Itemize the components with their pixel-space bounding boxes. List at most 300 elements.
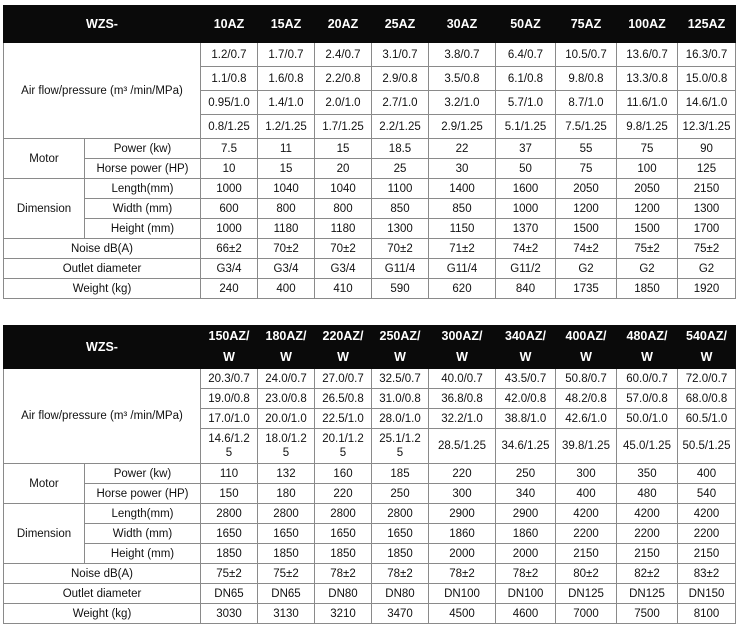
air-flow-value: 2.2/0.8 (315, 67, 372, 91)
outlet-diameter-value: G3/4 (201, 259, 258, 279)
horse-power-value: 75 (556, 159, 617, 179)
length-row (4, 179, 736, 199)
air-flow-value: 2.7/1.0 (372, 91, 429, 115)
air-flow-value: 39.8/1.25 (556, 429, 617, 464)
horse-power-row (4, 159, 736, 179)
horse-power-value: 125 (678, 159, 736, 179)
model-series-label: WZS- (4, 6, 201, 43)
width-value: 1650 (258, 524, 315, 544)
length-value: 1400 (429, 179, 496, 199)
height-value: 1500 (556, 219, 617, 239)
length-value: 1600 (496, 179, 556, 199)
outlet-diameter-label: Outlet diameter (4, 259, 201, 279)
power-value: 110 (201, 464, 258, 484)
height-value: 2150 (617, 544, 678, 564)
air-flow-value: 68.0/0.8 (678, 389, 736, 409)
air-flow-value: 19.0/0.8 (201, 389, 258, 409)
weight-row (4, 279, 736, 299)
height-value: 2000 (496, 544, 556, 564)
height-row (4, 219, 736, 239)
length-row (4, 504, 736, 524)
width-value: 1860 (429, 524, 496, 544)
power-value: 11 (258, 139, 315, 159)
cell-line: 18.0/1.2 (265, 433, 307, 445)
power-value: 132 (258, 464, 315, 484)
air-flow-value: 36.8/0.8 (429, 389, 496, 409)
air-flow-value: 8.7/1.0 (556, 91, 617, 115)
air-flow-value: 5.7/1.0 (496, 91, 556, 115)
air-flow-value: 2.4/0.7 (315, 43, 372, 67)
cell-line: W (223, 350, 235, 364)
model-column-header: 25AZ (372, 6, 429, 43)
horse-power-row (4, 484, 736, 504)
air-flow-value: 5.1/1.25 (496, 115, 556, 139)
cell-line: 5 (225, 447, 233, 459)
air-flow-value: 13.6/0.7 (617, 43, 678, 67)
air-flow-value: 9.8/1.25 (617, 115, 678, 139)
air-flow-value: 28.5/1.25 (429, 429, 496, 464)
air-flow-value: 1.7/0.7 (258, 43, 315, 67)
air-flow-value: 50.0/1.0 (617, 409, 678, 429)
outlet-diameter-value: DN100 (496, 584, 556, 604)
power-value: 18.5 (372, 139, 429, 159)
motor-label: Motor (4, 139, 85, 179)
length-value: 2800 (258, 504, 315, 524)
power-value: 15 (315, 139, 372, 159)
power-value: 7.5 (201, 139, 258, 159)
power-row (4, 464, 736, 484)
length-value: 2150 (678, 179, 736, 199)
air-flow-value: 72.0/0.7 (678, 369, 736, 389)
height-value: 1180 (315, 219, 372, 239)
cell-line: W (456, 350, 468, 364)
air-flow-value: 9.8/0.8 (556, 67, 617, 91)
air-flow-value: 22.5/1.0 (315, 409, 372, 429)
air-flow-row (4, 369, 736, 389)
height-value: 1370 (496, 219, 556, 239)
width-value: 1300 (678, 199, 736, 219)
cell-line: 220AZ/ (322, 329, 364, 343)
outlet-diameter-value: DN100 (429, 584, 496, 604)
air-flow-value: 27.0/0.7 (315, 369, 372, 389)
dimension-label: Dimension (4, 179, 85, 239)
noise-label: Noise dB(A) (4, 239, 201, 259)
height-value: 1850 (258, 544, 315, 564)
height-value: 1500 (617, 219, 678, 239)
width-value: 1650 (315, 524, 372, 544)
weight-value: 840 (496, 279, 556, 299)
weight-value: 1850 (617, 279, 678, 299)
width-row (4, 199, 736, 219)
height-value: 2150 (556, 544, 617, 564)
weight-value: 8100 (678, 604, 736, 624)
outlet-diameter-label: Outlet diameter (4, 584, 201, 604)
air-flow-value: 45.0/1.25 (617, 429, 678, 464)
air-flow-value: 50.8/0.7 (556, 369, 617, 389)
outlet-diameter-value: DN65 (258, 584, 315, 604)
air-flow-value: 1.1/0.8 (201, 67, 258, 91)
air-flow-value: 14.6/1.0 (678, 91, 736, 115)
model-column-header: 20AZ (315, 6, 372, 43)
width-value: 2200 (556, 524, 617, 544)
height-value: 2000 (429, 544, 496, 564)
noise-value: 78±2 (429, 564, 496, 584)
outlet-diameter-value: DN80 (372, 584, 429, 604)
air-flow-value: 11.6/1.0 (617, 91, 678, 115)
air-flow-value: 26.5/0.8 (315, 389, 372, 409)
noise-value: 78±2 (372, 564, 429, 584)
height-value: 1850 (372, 544, 429, 564)
horse-power-value: 100 (617, 159, 678, 179)
model-column-header (372, 326, 429, 369)
outlet-diameter-value: DN125 (617, 584, 678, 604)
outlet-diameter-value: DN65 (201, 584, 258, 604)
cell-line: W (641, 350, 653, 364)
weight-label: Weight (kg) (4, 279, 201, 299)
cell-line: 340AZ/ (505, 329, 546, 343)
model-column-header: 30AZ (429, 6, 496, 43)
air-flow-value: 1.2/1.25 (258, 115, 315, 139)
spec-table-2 (3, 325, 736, 624)
weight-value: 1735 (556, 279, 617, 299)
noise-value: 70±2 (315, 239, 372, 259)
length-value: 1000 (201, 179, 258, 199)
air-flow-value: 1.4/1.0 (258, 91, 315, 115)
air-flow-value: 3.2/1.0 (429, 91, 496, 115)
outlet-diameter-value: G3/4 (258, 259, 315, 279)
length-value: 2050 (617, 179, 678, 199)
height-label: Height (mm) (85, 544, 201, 564)
noise-value: 75±2 (678, 239, 736, 259)
air-flow-value: 31.0/0.8 (372, 389, 429, 409)
noise-value: 83±2 (678, 564, 736, 584)
air-flow-value: 42.0/0.8 (496, 389, 556, 409)
model-column-header (556, 326, 617, 369)
height-value: 1850 (201, 544, 258, 564)
horse-power-value: 50 (496, 159, 556, 179)
cell-line: 300AZ/ (441, 329, 483, 343)
width-value: 1200 (617, 199, 678, 219)
air-flow-value: 16.3/0.7 (678, 43, 736, 67)
horse-power-value: 400 (556, 484, 617, 504)
noise-value: 71±2 (429, 239, 496, 259)
air-flow-value: 60.0/0.7 (617, 369, 678, 389)
air-flow-value: 3.5/0.8 (429, 67, 496, 91)
air-flow-value: 13.3/0.8 (617, 67, 678, 91)
model-column-header (678, 326, 736, 369)
width-value: 1650 (201, 524, 258, 544)
cell-line: W (700, 350, 713, 364)
power-value: 90 (678, 139, 736, 159)
width-value: 800 (315, 199, 372, 219)
weight-value: 4600 (496, 604, 556, 624)
weight-value: 7500 (617, 604, 678, 624)
horse-power-label: Horse power (HP) (85, 484, 201, 504)
cell-line: W (580, 350, 592, 364)
cell-line: 180AZ/ (265, 329, 307, 343)
height-row (4, 544, 736, 564)
weight-value: 7000 (556, 604, 617, 624)
cell-line: 5 (282, 447, 290, 459)
width-value: 1860 (496, 524, 556, 544)
length-label: Length(mm) (85, 504, 201, 524)
noise-value: 78±2 (315, 564, 372, 584)
model-column-header: 125AZ (678, 6, 736, 43)
air-flow-value: 2.2/1.25 (372, 115, 429, 139)
air-flow-value: 6.4/0.7 (496, 43, 556, 67)
height-value: 1150 (429, 219, 496, 239)
weight-value: 4500 (429, 604, 496, 624)
length-value: 2800 (315, 504, 372, 524)
width-value: 1200 (556, 199, 617, 219)
model-column-header: 50AZ (496, 6, 556, 43)
noise-value: 75±2 (201, 564, 258, 584)
width-value: 2200 (617, 524, 678, 544)
air-flow-value: 10.5/0.7 (556, 43, 617, 67)
width-value: 1650 (372, 524, 429, 544)
height-value: 1700 (678, 219, 736, 239)
air-flow-value: 34.6/1.25 (496, 429, 556, 464)
air-flow-value (258, 429, 315, 464)
width-value: 1000 (496, 199, 556, 219)
air-flow-value: 12.3/1.25 (678, 115, 736, 139)
horse-power-label: Horse power (HP) (85, 159, 201, 179)
spec-table-1 (3, 5, 736, 299)
cell-line: 400AZ/ (565, 329, 607, 343)
power-value: 300 (556, 464, 617, 484)
air-flow-value: 43.5/0.7 (496, 369, 556, 389)
length-value: 2800 (201, 504, 258, 524)
power-value: 75 (617, 139, 678, 159)
model-column-header (315, 326, 372, 369)
length-value: 2800 (372, 504, 429, 524)
cell-line: 14.6/1.2 (208, 433, 250, 445)
outlet-diameter-value: G3/4 (315, 259, 372, 279)
motor-label: Motor (4, 464, 85, 504)
air-flow-value: 2.9/0.8 (372, 67, 429, 91)
air-flow-label: Air flow/pressure (m³ /min/MPa) (4, 43, 201, 139)
horse-power-value: 540 (678, 484, 736, 504)
width-row (4, 524, 736, 544)
model-column-header (201, 326, 258, 369)
air-flow-value: 32.5/0.7 (372, 369, 429, 389)
cell-line: W (394, 350, 406, 364)
air-flow-value: 3.8/0.7 (429, 43, 496, 67)
air-flow-value: 2.0/1.0 (315, 91, 372, 115)
weight-value: 620 (429, 279, 496, 299)
air-flow-value: 23.0/0.8 (258, 389, 315, 409)
length-label: Length(mm) (85, 179, 201, 199)
height-value: 1300 (372, 219, 429, 239)
outlet-diameter-row (4, 584, 736, 604)
noise-label: Noise dB(A) (4, 564, 201, 584)
outlet-diameter-value: G2 (617, 259, 678, 279)
width-value: 800 (258, 199, 315, 219)
outlet-diameter-value: G11/4 (429, 259, 496, 279)
width-value: 600 (201, 199, 258, 219)
weight-value: 1920 (678, 279, 736, 299)
cell-line: W (519, 350, 532, 364)
air-flow-label: Air flow/pressure (m³ /min/MPa) (4, 369, 201, 464)
noise-value: 70±2 (372, 239, 429, 259)
air-flow-value: 60.5/1.0 (678, 409, 736, 429)
air-flow-value: 32.2/1.0 (429, 409, 496, 429)
height-value: 1850 (315, 544, 372, 564)
model-series-label: WZS- (4, 326, 201, 369)
dimension-label: Dimension (4, 504, 85, 564)
cell-line: 5 (396, 447, 404, 459)
model-column-header (429, 326, 496, 369)
weight-row (4, 604, 736, 624)
width-value: 850 (372, 199, 429, 219)
noise-row (4, 564, 736, 584)
weight-label: Weight (kg) (4, 604, 201, 624)
noise-value: 66±2 (201, 239, 258, 259)
weight-value: 3470 (372, 604, 429, 624)
noise-value: 74±2 (556, 239, 617, 259)
outlet-diameter-value: DN150 (678, 584, 736, 604)
air-flow-value: 17.0/1.0 (201, 409, 258, 429)
cell-line: 480AZ/ (626, 329, 668, 343)
weight-value: 410 (315, 279, 372, 299)
noise-value: 78±2 (496, 564, 556, 584)
air-flow-row (4, 43, 736, 67)
length-value: 2050 (556, 179, 617, 199)
horse-power-value: 150 (201, 484, 258, 504)
power-value: 350 (617, 464, 678, 484)
power-label: Power (kw) (85, 139, 201, 159)
horse-power-value: 220 (315, 484, 372, 504)
cell-line: W (337, 350, 349, 364)
horse-power-value: 15 (258, 159, 315, 179)
noise-value: 70±2 (258, 239, 315, 259)
length-value: 4200 (678, 504, 736, 524)
weight-value: 590 (372, 279, 429, 299)
horse-power-value: 10 (201, 159, 258, 179)
air-flow-value: 24.0/0.7 (258, 369, 315, 389)
noise-value: 75±2 (617, 239, 678, 259)
weight-value: 3210 (315, 604, 372, 624)
noise-row (4, 239, 736, 259)
horse-power-value: 30 (429, 159, 496, 179)
cell-line: 20.1/1.2 (322, 433, 364, 445)
noise-value: 75±2 (258, 564, 315, 584)
air-flow-value: 20.0/1.0 (258, 409, 315, 429)
weight-value: 240 (201, 279, 258, 299)
height-label: Height (mm) (85, 219, 201, 239)
air-flow-value: 1.2/0.7 (201, 43, 258, 67)
length-value: 2900 (496, 504, 556, 524)
air-flow-value: 3.1/0.7 (372, 43, 429, 67)
power-value: 185 (372, 464, 429, 484)
height-value: 1000 (201, 219, 258, 239)
outlet-diameter-value: G2 (678, 259, 736, 279)
height-value: 1180 (258, 219, 315, 239)
air-flow-value: 50.5/1.25 (678, 429, 736, 464)
air-flow-value: 0.8/1.25 (201, 115, 258, 139)
horse-power-value: 20 (315, 159, 372, 179)
air-flow-value: 38.8/1.0 (496, 409, 556, 429)
cell-line: 250AZ/ (379, 329, 421, 343)
length-value: 1040 (315, 179, 372, 199)
air-flow-value: 42.6/1.0 (556, 409, 617, 429)
outlet-diameter-value: G11/2 (496, 259, 556, 279)
power-value: 250 (496, 464, 556, 484)
horse-power-value: 180 (258, 484, 315, 504)
outlet-diameter-value: G11/4 (372, 259, 429, 279)
air-flow-value (201, 429, 258, 464)
outlet-diameter-row (4, 259, 736, 279)
air-flow-value (315, 429, 372, 464)
power-value: 55 (556, 139, 617, 159)
horse-power-value: 340 (496, 484, 556, 504)
model-column-header: 100AZ (617, 6, 678, 43)
weight-value: 3130 (258, 604, 315, 624)
air-flow-value: 1.7/1.25 (315, 115, 372, 139)
outlet-diameter-value: G2 (556, 259, 617, 279)
horse-power-value: 480 (617, 484, 678, 504)
width-value: 2200 (678, 524, 736, 544)
power-value: 37 (496, 139, 556, 159)
power-value: 160 (315, 464, 372, 484)
air-flow-value: 20.3/0.7 (201, 369, 258, 389)
cell-line: 25.1/1.2 (379, 433, 421, 445)
width-value: 850 (429, 199, 496, 219)
noise-value: 82±2 (617, 564, 678, 584)
model-column-header (258, 326, 315, 369)
air-flow-value: 7.5/1.25 (556, 115, 617, 139)
model-column-header: 10AZ (201, 6, 258, 43)
air-flow-value: 15.0/0.8 (678, 67, 736, 91)
length-value: 1040 (258, 179, 315, 199)
length-value: 4200 (556, 504, 617, 524)
weight-value: 400 (258, 279, 315, 299)
width-label: Width (mm) (85, 524, 201, 544)
model-column-header: 75AZ (556, 6, 617, 43)
height-value: 2150 (678, 544, 736, 564)
air-flow-value: 1.6/0.8 (258, 67, 315, 91)
length-value: 1100 (372, 179, 429, 199)
cell-line: 5 (339, 447, 347, 459)
horse-power-value: 300 (429, 484, 496, 504)
width-label: Width (mm) (85, 199, 201, 219)
horse-power-value: 250 (372, 484, 429, 504)
header-row (4, 326, 736, 369)
length-value: 2900 (429, 504, 496, 524)
header-row (4, 6, 736, 43)
noise-value: 80±2 (556, 564, 617, 584)
air-flow-value (372, 429, 429, 464)
air-flow-value: 2.9/1.25 (429, 115, 496, 139)
air-flow-value: 28.0/1.0 (372, 409, 429, 429)
model-column-header (617, 326, 678, 369)
cell-line: W (280, 350, 292, 364)
power-row (4, 139, 736, 159)
air-flow-value: 48.2/0.8 (556, 389, 617, 409)
model-column-header: 15AZ (258, 6, 315, 43)
horse-power-value: 25 (372, 159, 429, 179)
power-value: 220 (429, 464, 496, 484)
length-value: 4200 (617, 504, 678, 524)
weight-value: 3030 (201, 604, 258, 624)
power-value: 400 (678, 464, 736, 484)
noise-value: 74±2 (496, 239, 556, 259)
air-flow-value: 57.0/0.8 (617, 389, 678, 409)
power-value: 22 (429, 139, 496, 159)
outlet-diameter-value: DN80 (315, 584, 372, 604)
cell-line: 540AZ/ (686, 329, 727, 343)
power-label: Power (kw) (85, 464, 201, 484)
